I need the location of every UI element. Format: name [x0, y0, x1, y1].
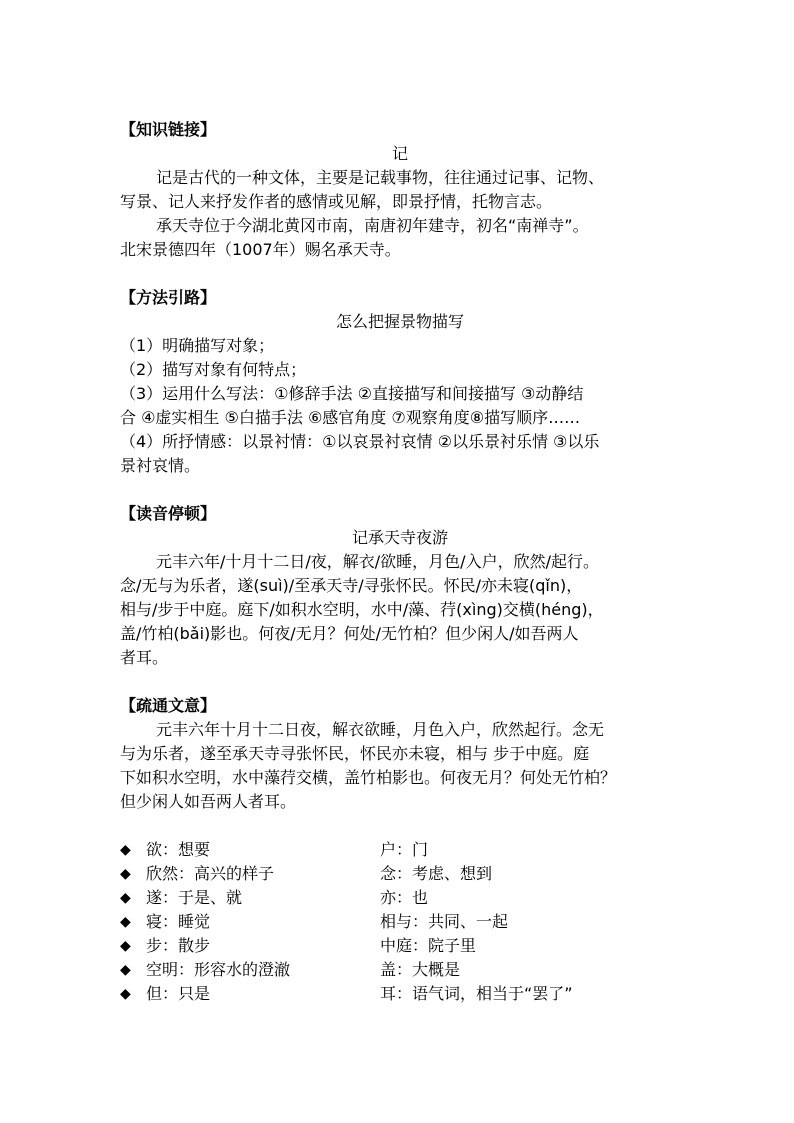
glossary-right-term: 亦：也: [380, 888, 429, 907]
method-heading: 【方法引路】: [120, 288, 217, 307]
meaning-line: 下如积水空明，水中藻荇交横，盖竹柏影也。何夜无月？何处无竹柏？: [120, 768, 617, 787]
reading-line: 相与/步于中庭。庭下/如积水空明，水中/藻、荇(xìng)交横(héng)，: [120, 600, 604, 619]
method-subtitle: 怎么把握景物描写: [335, 312, 464, 331]
glossary-list: [120, 838, 680, 1006]
method-line: （2）描写对象有何特点；: [120, 360, 307, 379]
glossary-left-term: 欲：想要: [146, 840, 211, 859]
section-spacer: [120, 814, 680, 838]
paragraph-line: 北宋景德四年（1007年）赐名承天寺。: [120, 240, 401, 259]
glossary-left-term: 步：散步: [146, 936, 211, 955]
glossary-row: [120, 886, 680, 910]
glossary-right-term: 盖：大概是: [380, 960, 461, 979]
meaning-heading: 【疏通文意】: [120, 696, 217, 715]
diamond-bullet-icon: ◆: [120, 866, 131, 882]
reading-line: 盖/竹柏(bǎi)影也。何夜/无月？何处/无竹柏？但少闲人/如吾两人: [120, 624, 579, 643]
section-spacer: [120, 478, 680, 502]
method-line: （3）运用什么写法：①修辞手法 ②直接描写和间接描写 ③动静结: [120, 384, 584, 403]
glossary-right-term: 念：考虑、想到: [380, 864, 493, 883]
glossary-row: [120, 982, 680, 1006]
glossary-right-term: 户：门: [380, 840, 429, 859]
meaning-line: 与为乐者，遂至承天寺寻张怀民，怀民亦未寝，相与 步于中庭。庭: [120, 744, 590, 763]
paragraph-line: 写景、记人来抒发作者的感情或见解，即景抒情，托物言志。: [120, 192, 553, 211]
method-line: 景衬哀情。: [120, 456, 201, 475]
method-line: （4）所抒情感：以景衬情：①以哀景衬哀情 ②以乐景衬乐情 ③以乐: [120, 432, 600, 451]
section-spacer: [120, 262, 680, 286]
paragraph-line: 记是古代的一种文体，主要是记载事物，往往通过记事、记物、: [156, 168, 605, 187]
diamond-bullet-icon: ◆: [120, 986, 131, 1002]
knowledge-subtitle: 记: [391, 144, 408, 163]
paragraph-line: 承天寺位于今湖北黄冈市南，南唐初年建寺，初名“南禅寺”。: [156, 216, 589, 235]
glossary-row: [120, 958, 680, 982]
glossary-row: [120, 862, 680, 886]
glossary-left-term: 空明：形容水的澄澈: [146, 960, 291, 979]
meaning-line: 但少闲人如吾两人者耳。: [120, 792, 297, 811]
glossary-left-term: 欣然：高兴的样子: [146, 864, 275, 883]
glossary-left-term: 遂：于是、就: [146, 888, 243, 907]
diamond-bullet-icon: ◆: [120, 890, 131, 906]
method-line: 合 ④虚实相生 ⑤白描手法 ⑥感官角度 ⑦观察角度⑧描写顺序……: [120, 408, 581, 427]
glossary-row: [120, 838, 680, 862]
glossary-right-term: 中庭：院子里: [380, 936, 477, 955]
reading-line: 元丰六年/十月十二日/夜，解衣/欲睡，月色/入户，欣然/起行。: [156, 552, 599, 571]
knowledge-heading: 【知识链接】: [120, 120, 217, 139]
glossary-left-term: 寝：睡觉: [146, 912, 211, 931]
glossary-row: [120, 934, 680, 958]
diamond-bullet-icon: ◆: [120, 842, 131, 858]
reading-heading: 【读音停顿】: [120, 504, 217, 523]
glossary-left-term: 但：只是: [146, 984, 211, 1003]
glossary-right-term: 耳：语气词，相当于“罢了”: [380, 984, 573, 1003]
reading-line: 念/无与为乐者，遂(suì)/至承天寺/寻张怀民。怀民/亦未寝(qǐn)，: [120, 576, 583, 595]
meaning-line: 元丰六年十月十二日夜，解衣欲睡，月色入户，欣然起行。念无: [156, 720, 605, 739]
glossary-row: [120, 910, 680, 934]
method-line: （1）明确描写对象；: [120, 336, 275, 355]
glossary-right-term: 相与：共同、一起: [380, 912, 509, 931]
document-page: [120, 118, 680, 1006]
section-spacer: [120, 670, 680, 694]
diamond-bullet-icon: ◆: [120, 962, 131, 978]
diamond-bullet-icon: ◆: [120, 914, 131, 930]
reading-subtitle: 记承天寺夜游: [351, 528, 448, 547]
diamond-bullet-icon: ◆: [120, 938, 131, 954]
reading-line: 者耳。: [120, 648, 169, 667]
